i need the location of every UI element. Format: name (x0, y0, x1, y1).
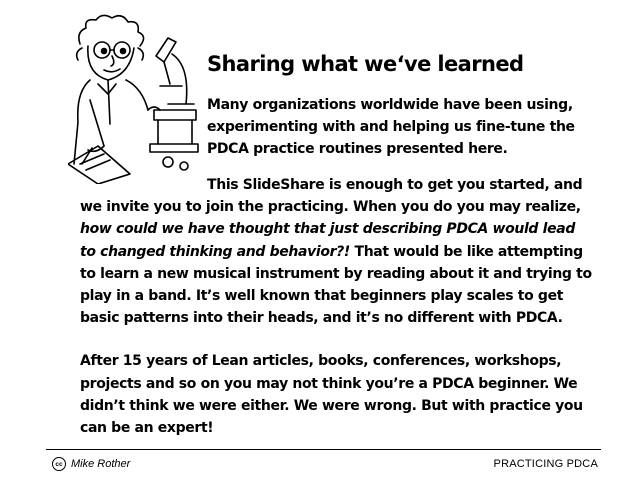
body-line-rest: That would be like attempting (349, 243, 583, 260)
intro-line: PDCA practice routines presented here. (207, 141, 508, 157)
intro-line: experimenting with and helping us fine-tune the (207, 119, 575, 135)
body-line: we invite you to join the practicing. When you do you may realize, (80, 199, 581, 216)
intro-text (207, 94, 575, 160)
footer-divider (46, 449, 601, 450)
footer-brand: PRACTICING PDCA (493, 458, 598, 470)
italic-question: to changed thinking and behavior?! (80, 243, 350, 260)
author-name: Mike Rother (71, 458, 131, 470)
scientist-with-microscope-icon (68, 14, 200, 184)
body-line: basic patterns into their heads, and it’s no different with PDCA. (80, 310, 563, 327)
body-line-italic: how could we have thought that just describing PDCA would lead (80, 221, 575, 238)
body-line: This SlideShare is enough to get you started, and (207, 177, 583, 193)
body-line: After 15 years of Lean articles, books, conferences, workshops, (80, 353, 562, 370)
body-line: can be an expert! (80, 420, 214, 437)
body-line: play in a band. It’s well known that beginners play scales to get (80, 288, 564, 305)
slide-title: Sharing what we‘ve learned (207, 52, 524, 76)
body-line: projects and so on you may not think you’re a PDCA beginner. We (80, 375, 578, 392)
intro-line: Many organizations worldwide have been using, (207, 97, 573, 113)
body-text (80, 174, 592, 439)
body-line: didn’t think we were either. We were wrong. But with practice you (80, 397, 583, 414)
creative-commons-icon: cc (52, 457, 66, 471)
body-line: to learn a new musical instrument by reading about it and trying to (80, 265, 592, 282)
body-line (80, 241, 592, 263)
paragraph-gap (80, 329, 592, 350)
footer-credit (52, 457, 130, 471)
